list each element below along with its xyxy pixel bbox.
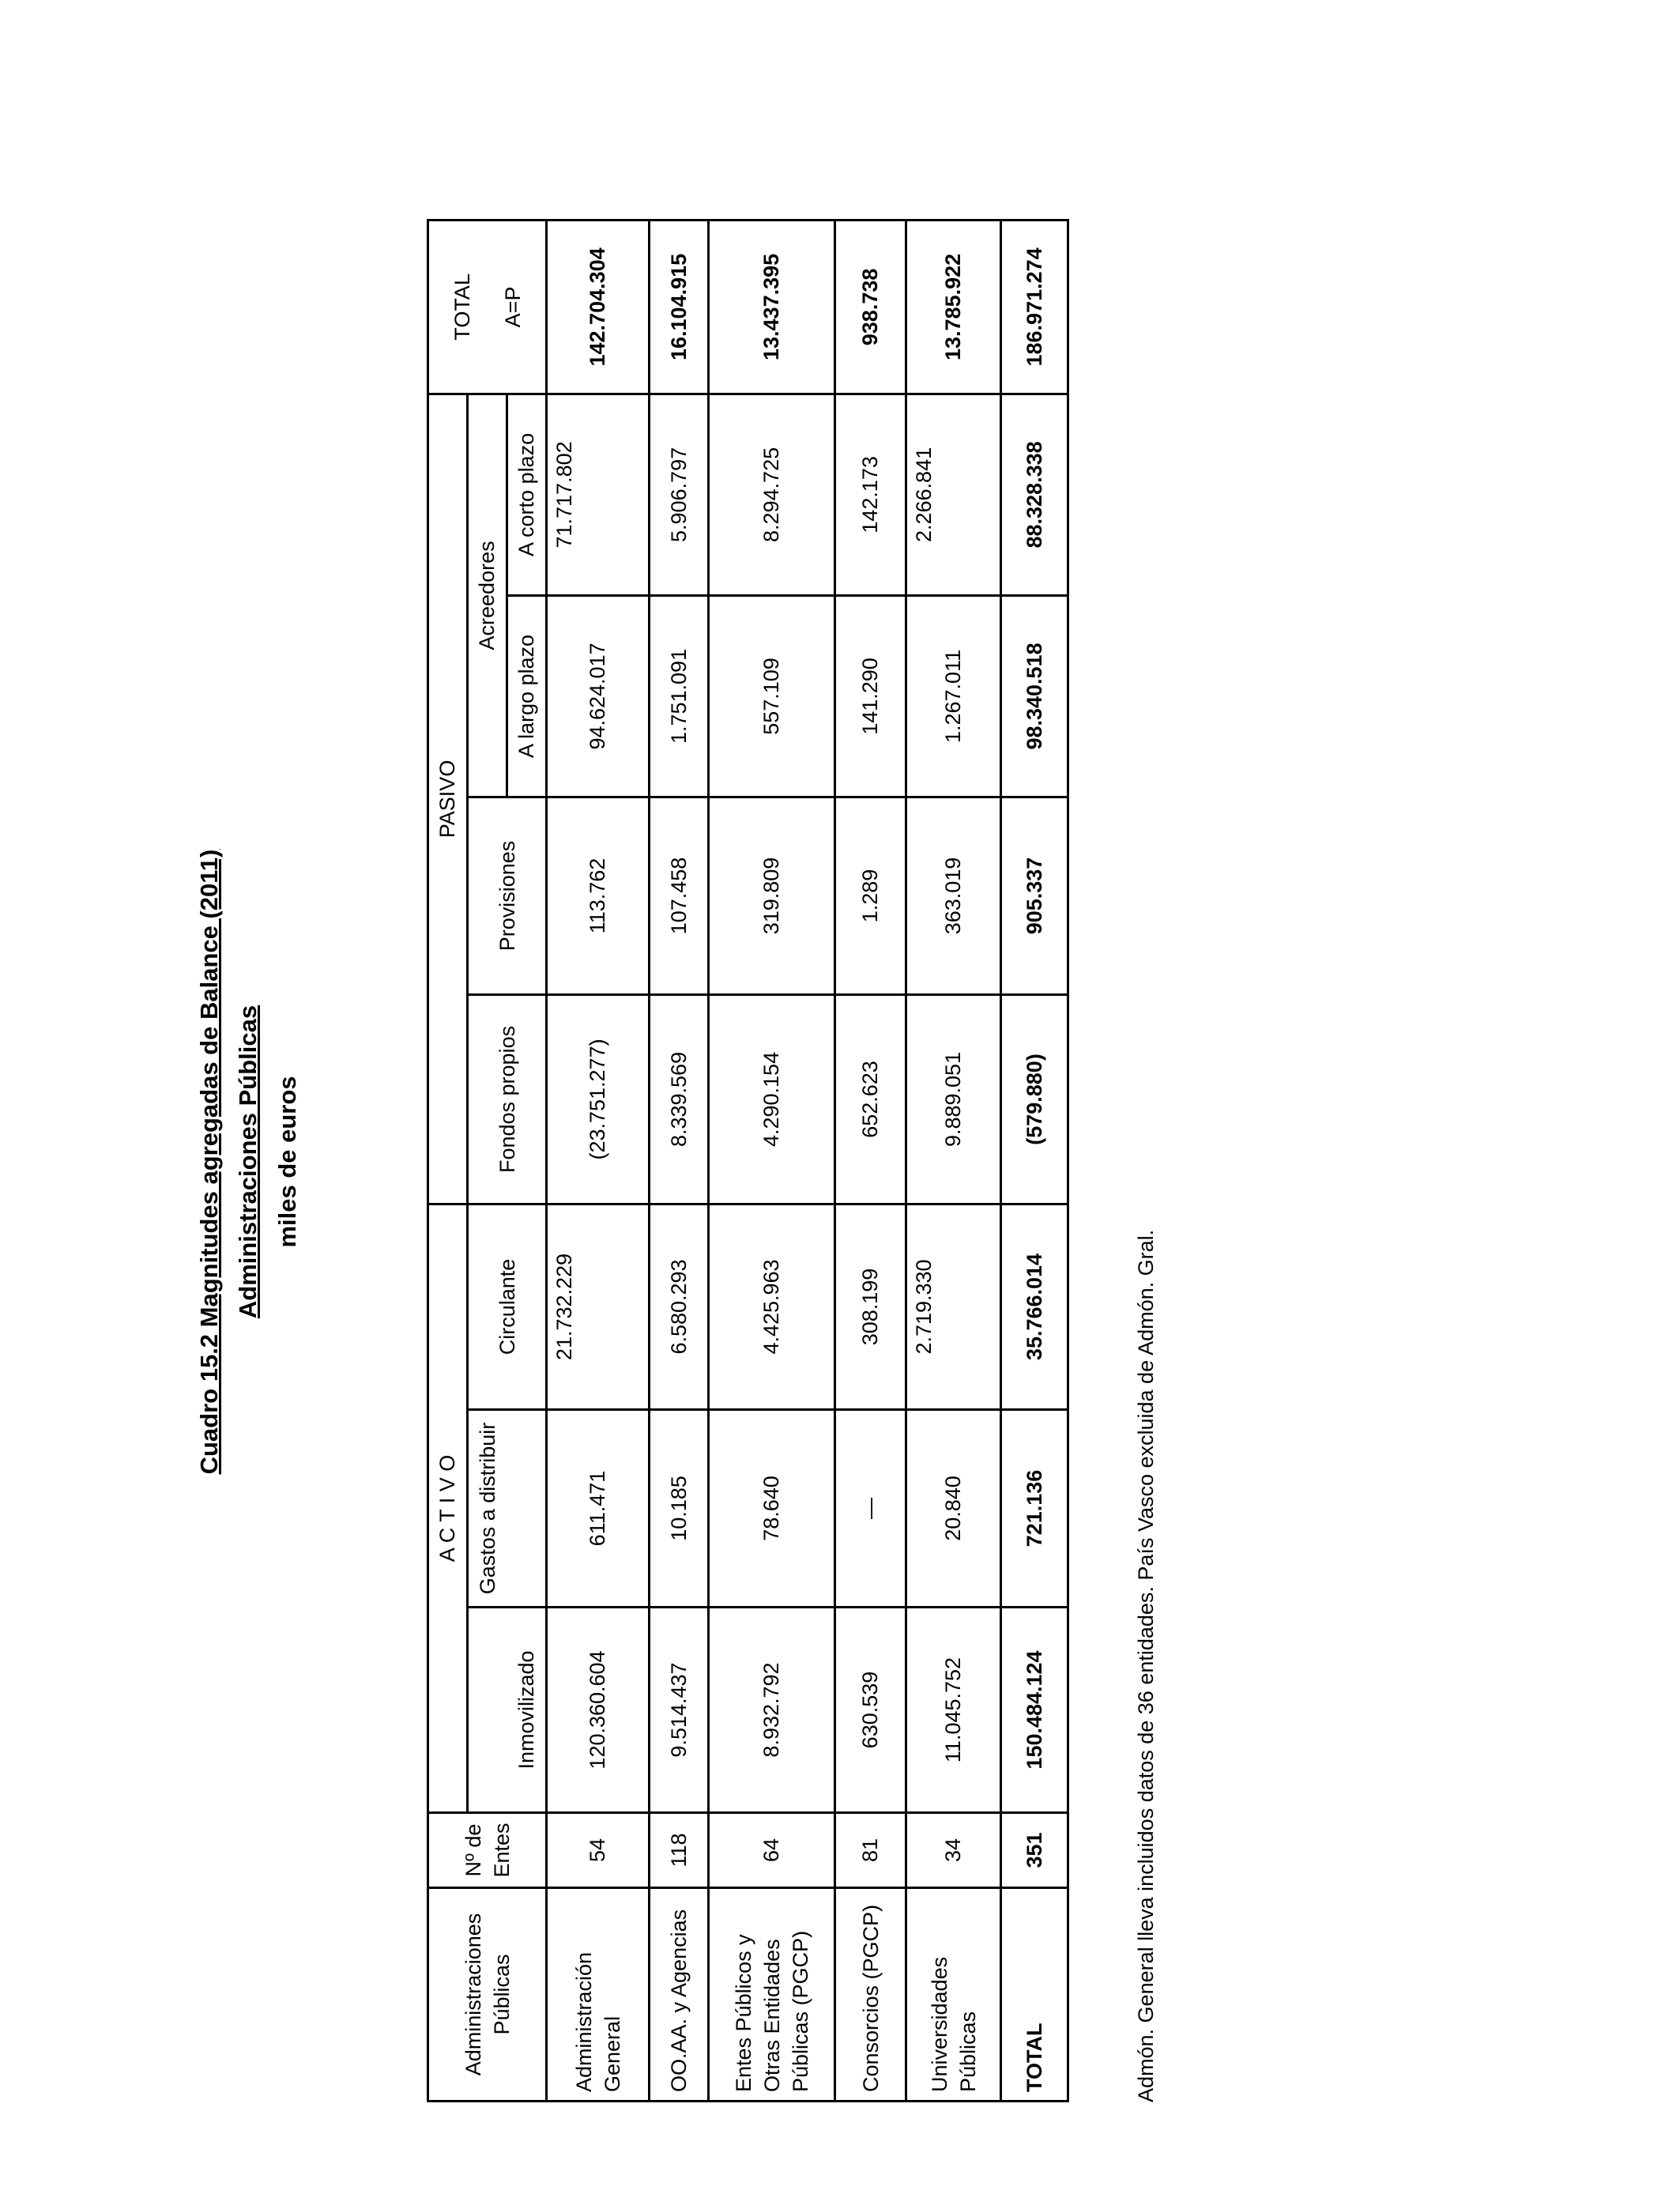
- total-row: [1001, 220, 1068, 2101]
- header-total-sub: A=P: [500, 286, 525, 328]
- page-subtitle: Administraciones Públicas: [234, 1005, 262, 1319]
- cell-total: 142.704.304: [547, 220, 650, 394]
- row-name: Administración General: [547, 1888, 650, 2102]
- cell-circulante: 21.732.229: [547, 1204, 650, 1409]
- header-fondos: Fondos propios: [468, 994, 547, 1204]
- table-row: [835, 220, 906, 2101]
- header-acreedores: Acreedores: [468, 394, 507, 797]
- cell-circulante: 308.199: [835, 1204, 906, 1409]
- table-row: [547, 220, 650, 2101]
- cell-corto: 88.328.338: [1001, 394, 1068, 595]
- header-activo: A C T I V O: [428, 1204, 468, 1812]
- cell-gastos: 721.136: [1001, 1410, 1068, 1608]
- cell-corto: 71.717.802: [547, 394, 650, 595]
- cell-circulante: 4.425.963: [709, 1204, 835, 1409]
- table-body: [547, 220, 1068, 2101]
- header-total-label: TOTAL: [450, 273, 474, 341]
- cell-fondos: (23.751.277): [547, 994, 650, 1204]
- cell-total: 186.971.274: [1001, 220, 1068, 394]
- header-pasivo: PASIVO: [428, 394, 468, 1204]
- footnote: Admón. General lleva incluidos datos de 36 entidades. País Vasco excluida de Admón. Gral.: [1134, 1229, 1158, 2102]
- cell-entes: 351: [1001, 1813, 1068, 1888]
- cell-entes: 64: [709, 1813, 835, 1888]
- cell-entes: 54: [547, 1813, 650, 1888]
- cell-inmovilizado: 9.514.437: [650, 1608, 709, 1813]
- unit-label: miles de euros: [273, 1076, 301, 1248]
- cell-fondos: 4.290.154: [709, 994, 835, 1204]
- cell-largo: 94.624.017: [547, 595, 650, 797]
- cell-largo: 1.751.091: [650, 595, 709, 797]
- header-admin: Administraciones Públicas: [428, 1888, 547, 2102]
- cell-provisiones: 319.809: [709, 797, 835, 994]
- row-name: TOTAL: [1001, 1888, 1068, 2102]
- cell-entes: 34: [906, 1813, 1001, 1888]
- cell-fondos: 9.889.051: [906, 994, 1001, 1204]
- cell-corto: 2.266.841: [906, 394, 1001, 595]
- cell-largo: 1.267.011: [906, 595, 1001, 797]
- balance-table: [427, 219, 1069, 2102]
- cell-largo: 98.340.518: [1001, 595, 1068, 797]
- cell-largo: 557.109: [709, 595, 835, 797]
- rotated-sheet: [190, 174, 1359, 2150]
- cell-entes: 81: [835, 1813, 906, 1888]
- cell-provisiones: 107.458: [650, 797, 709, 994]
- cell-provisiones: 905.337: [1001, 797, 1068, 994]
- cell-inmovilizado: 11.045.752: [906, 1608, 1001, 1813]
- cell-provisiones: 363.019: [906, 797, 1001, 994]
- cell-inmovilizado: 120.360.604: [547, 1608, 650, 1813]
- header-total: [428, 220, 547, 394]
- row-name: OO.AA. y Agencias: [650, 1888, 709, 2102]
- cell-circulante: 6.580.293: [650, 1204, 709, 1409]
- table-row: [650, 220, 709, 2101]
- cell-total: 938.738: [835, 220, 906, 394]
- header-largo-plazo: A largo plazo: [507, 595, 547, 797]
- cell-gastos: 10.185: [650, 1410, 709, 1608]
- header-entes: Nº de Entes: [428, 1813, 547, 1888]
- row-name: Consorcios (PGCP): [835, 1888, 906, 2102]
- cell-corto: 142.173: [835, 394, 906, 595]
- cell-fondos: 8.339.569: [650, 994, 709, 1204]
- cell-total: 13.437.395: [709, 220, 835, 394]
- cell-gastos: —: [835, 1410, 906, 1608]
- row-name: Entes Públicos y Otras Entidades Públicas (PGCP): [709, 1888, 835, 2102]
- cell-entes: 118: [650, 1813, 709, 1888]
- cell-inmovilizado: 8.932.792: [709, 1608, 835, 1813]
- cell-inmovilizado: 150.484.124: [1001, 1608, 1068, 1813]
- cell-fondos: (579.880): [1001, 994, 1068, 1204]
- title-block: [190, 174, 308, 2150]
- cell-fondos: 652.623: [835, 994, 906, 1204]
- cell-corto: 8.294.725: [709, 394, 835, 595]
- table-row: [709, 220, 835, 2101]
- cell-total: 13.785.922: [906, 220, 1001, 394]
- cell-provisiones: 113.762: [547, 797, 650, 994]
- header-inmovilizado: Inmovilizado: [468, 1608, 547, 1813]
- row-name: Universidades Públicas: [906, 1888, 1001, 2102]
- cell-inmovilizado: 630.539: [835, 1608, 906, 1813]
- header-provisiones: Provisiones: [468, 797, 547, 994]
- cell-total: 16.104.915: [650, 220, 709, 394]
- cell-circulante: 2.719.330: [906, 1204, 1001, 1409]
- cell-corto: 5.906.797: [650, 394, 709, 595]
- table-row: [906, 220, 1001, 2101]
- cell-gastos: 20.840: [906, 1410, 1001, 1608]
- cell-largo: 141.290: [835, 595, 906, 797]
- header-gastos: Gastos a distribuir: [468, 1410, 547, 1608]
- cell-circulante: 35.766.014: [1001, 1204, 1068, 1409]
- header-circulante: Circulante: [468, 1204, 547, 1409]
- cell-provisiones: 1.289: [835, 797, 906, 994]
- cell-gastos: 611.471: [547, 1410, 650, 1608]
- page-title: Cuadro 15.2 Magnitudes agregadas de Balance (2011): [195, 849, 223, 1475]
- header-corto-plazo: A corto plazo: [507, 394, 547, 595]
- cell-gastos: 78.640: [709, 1410, 835, 1608]
